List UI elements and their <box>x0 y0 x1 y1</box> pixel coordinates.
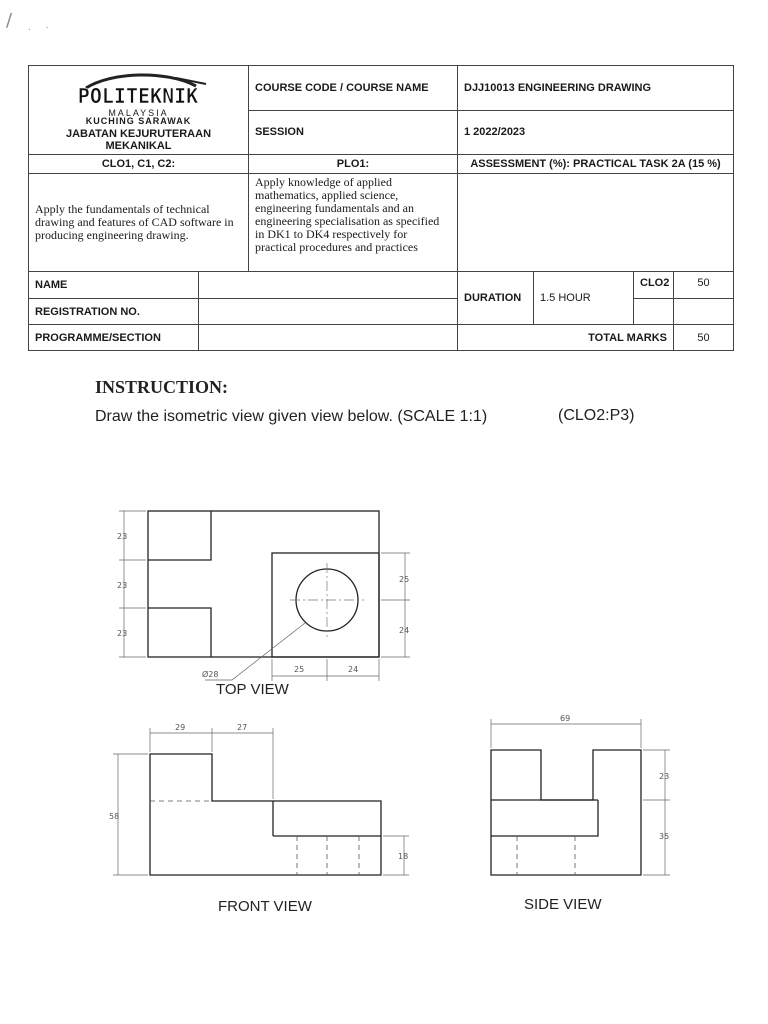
instruction-title: INSTRUCTION: <box>95 377 229 397</box>
side-dim-right1: 23 <box>659 772 670 781</box>
logo-country: MALAYSIA <box>108 108 169 118</box>
session-label: SESSION <box>249 110 458 155</box>
front-dim-top1: 29 <box>175 723 186 732</box>
top-dim-right2: 24 <box>399 626 410 635</box>
department-name: JABATAN KEJURUTERAAN MEKANIKAL <box>65 128 212 152</box>
clo2-label: CLO2 <box>634 272 674 299</box>
session-value: 1 2022/2023 <box>458 110 734 155</box>
top-dim-bottom1: 25 <box>294 665 305 674</box>
front-dim-top2: 27 <box>237 723 248 732</box>
duration-value: 1.5 HOUR <box>534 272 634 325</box>
top-view-label: TOP VIEW <box>216 681 289 698</box>
total-marks-value: 50 <box>674 325 734 351</box>
duration-label: DURATION <box>458 272 534 325</box>
clo-description: Apply the fundamentals of technical drawing and features of CAD software in producing engineering drawing. <box>29 174 249 272</box>
corner-mark: / <box>6 10 13 31</box>
front-dim-right: 18 <box>398 852 409 861</box>
top-dim-right1: 25 <box>399 575 410 584</box>
top-dim-left1: 23 <box>117 532 128 541</box>
logo-name: POLITEKNIK <box>77 84 199 108</box>
clo2-marks: 50 <box>674 272 734 299</box>
course-code-label: COURSE CODE / COURSE NAME <box>249 66 458 111</box>
front-view-outline <box>150 754 381 875</box>
top-dim-left3: 23 <box>117 629 128 638</box>
assessment-label: ASSESSMENT (%): PRACTICAL TASK 2A (15 %) <box>458 155 734 174</box>
top-dim-bottom2: 24 <box>348 665 359 674</box>
instruction-clo: (CLO2:P3) <box>558 407 635 424</box>
top-view-outline <box>148 511 379 657</box>
logo-campus: KUCHING SARAWAK <box>85 116 192 126</box>
total-marks-label: TOTAL MARKS <box>458 325 674 351</box>
side-dim-top: 69 <box>560 714 571 723</box>
front-view-label: FRONT VIEW <box>218 898 312 915</box>
side-view-outline <box>491 750 641 875</box>
programme-label: PROGRAMME/SECTION <box>29 325 199 351</box>
top-dim-diameter: Ø28 <box>202 670 219 679</box>
instruction-text: Draw the isometric view given view below. (SCALE 1:1) <box>95 408 488 425</box>
clo-label: CLO1, C1, C2: <box>29 155 249 174</box>
front-dim-left: 58 <box>109 812 120 821</box>
side-dim-right2: 35 <box>659 832 670 841</box>
name-label: NAME <box>29 272 199 299</box>
course-code-value: DJJ10013 ENGINEERING DRAWING <box>458 66 734 111</box>
plo-description: Apply knowledge of applied mathematics, applied science, engineering fundamentals and an engineering specialisation as specified in DK1 to DK4 respectively for practical procedures and practices <box>249 174 458 272</box>
registration-label: REGISTRATION NO. <box>29 299 199 325</box>
plo-label: PLO1: <box>249 155 458 174</box>
dimension-lines <box>113 511 670 875</box>
top-dim-left2: 23 <box>117 581 128 590</box>
corner-dots: . · <box>28 22 55 33</box>
side-view-label: SIDE VIEW <box>524 896 602 913</box>
